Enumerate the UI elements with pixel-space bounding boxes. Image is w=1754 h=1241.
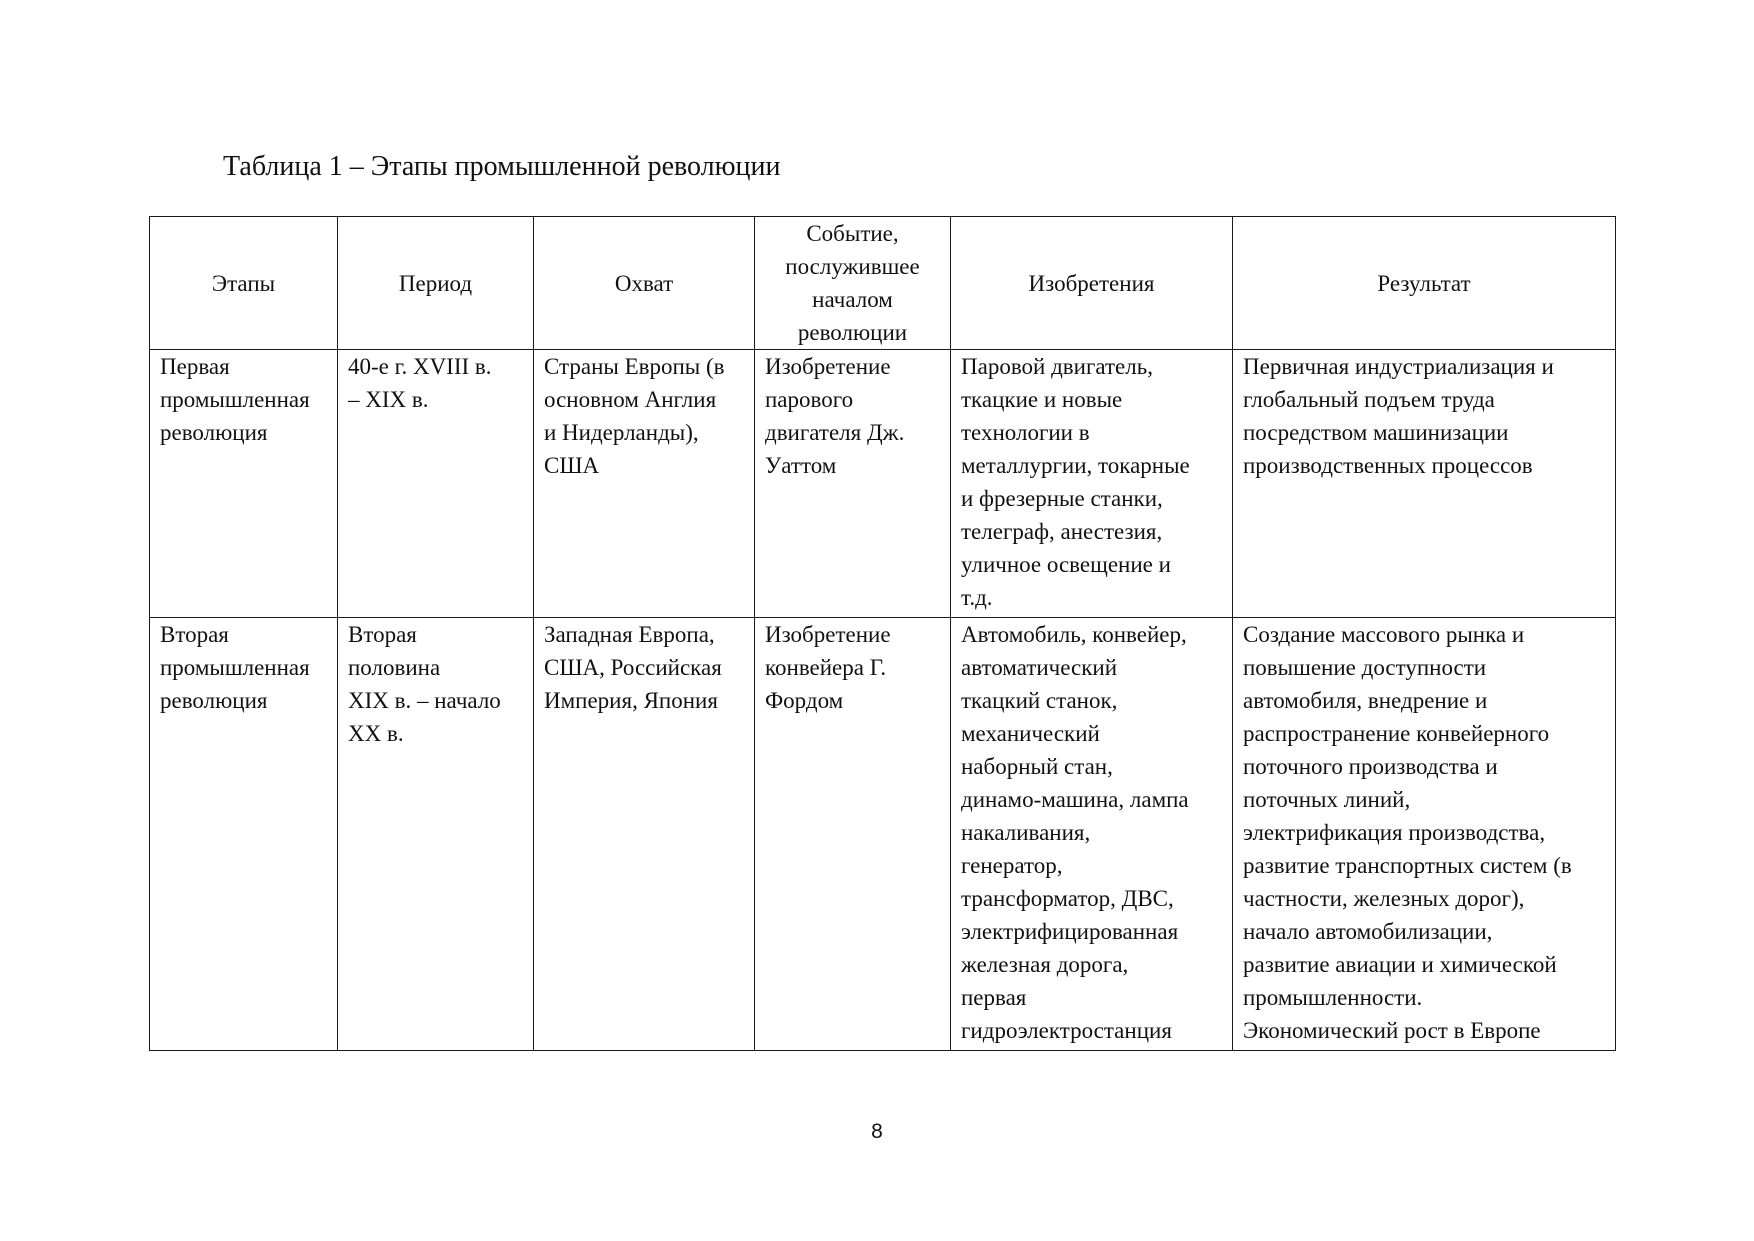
header-period: Период — [338, 217, 534, 350]
cell-inventions: Автомобиль, конвейер, автоматический ткацкий станок, механический наборный стан, динамо-машина, лампа накаливания, генератор, трансформатор, ДВС, электрифицированная железная дорога, первая гидроэлектростанция — [951, 618, 1233, 1051]
cell-result: Создание массового рынка и повышение доступности автомобиля, внедрение и распространение конвейерного поточного производства и поточных линий, электрификация производства, развитие транспортных систем (в частности, железных дорог), начало автомобилизации, развитие авиации и химической промышленности. Экономический рост в Европе — [1233, 618, 1616, 1051]
cell-coverage: Страны Европы (в основном Англия и Нидерланды), США — [534, 350, 755, 618]
table-row — [150, 618, 1616, 1051]
table-header-row — [150, 217, 1616, 350]
cell-coverage: Западная Европа, США, Российская Империя, Япония — [534, 618, 755, 1051]
header-result: Результат — [1233, 217, 1616, 350]
page-number: 8 — [871, 1120, 883, 1143]
cell-event: Изобретение парового двигателя Дж. Уаттом — [755, 350, 951, 618]
table-caption: Таблица 1 – Этапы промышленной революции — [223, 151, 781, 182]
industrial-revolution-table — [149, 216, 1616, 1051]
cell-period: Вторая половина XIX в. – начало XX в. — [338, 618, 534, 1051]
cell-stage: Первая промышленная революция — [150, 350, 338, 618]
table-row — [150, 350, 1616, 618]
header-stages: Этапы — [150, 217, 338, 350]
cell-stage: Вторая промышленная революция — [150, 618, 338, 1051]
cell-event: Изобретение конвейера Г. Фордом — [755, 618, 951, 1051]
header-triggering-event: Событие, послужившее началом революции — [755, 217, 951, 350]
cell-period: 40-е г. XVIII в. – XIX в. — [338, 350, 534, 618]
cell-inventions: Паровой двигатель, ткацкие и новые технологии в металлургии, токарные и фрезерные станки, телеграф, анестезия, уличное освещение и т.д. — [951, 350, 1233, 618]
cell-result: Первичная индустриализация и глобальный подъем труда посредством машинизации производственных процессов — [1233, 350, 1616, 618]
header-inventions: Изобретения — [951, 217, 1233, 350]
header-coverage: Охват — [534, 217, 755, 350]
